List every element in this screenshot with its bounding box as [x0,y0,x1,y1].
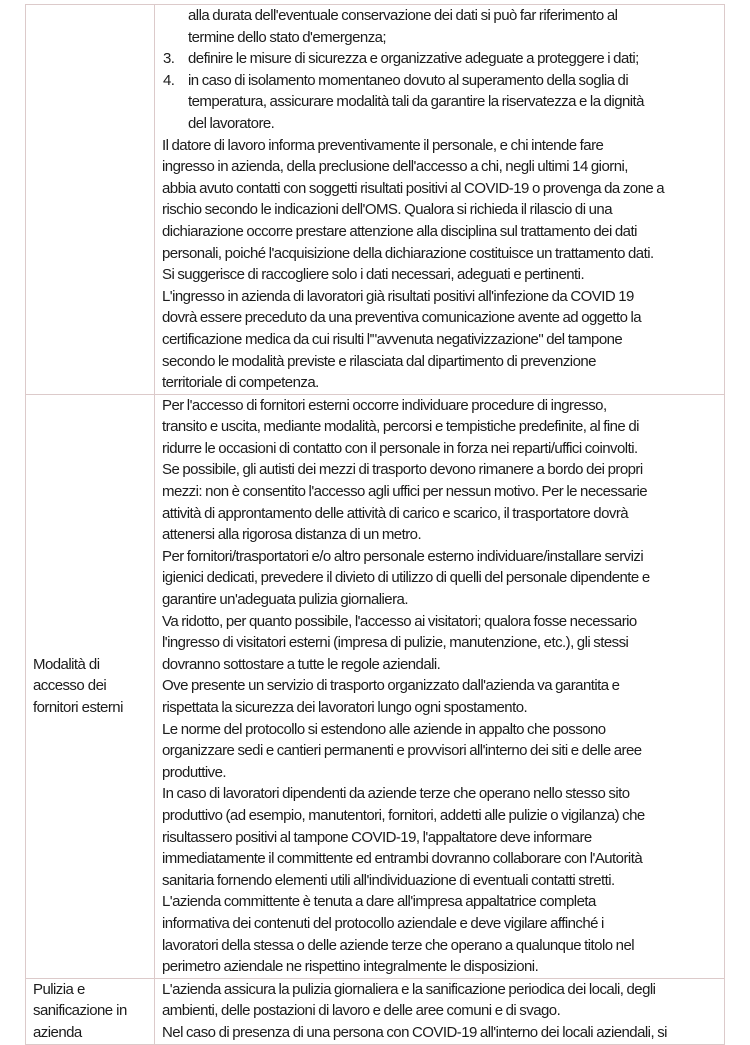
row-label-line: azienda [33,1023,82,1041]
paragraph-line: Nel caso di presenza di una persona con COVID-19 all'interno dei locali aziendali, si [162,1023,667,1041]
paragraph-line: Va ridotto, per quanto possibile, l'accesso ai visitatori; qualora fosse necessario [162,612,637,630]
paragraph-line: secondo le modalità previste e rilasciata dal dipartimento di prevenzione [162,352,596,370]
paragraph-line: immediatamente il committente ed entrambi dovranno collaborare con l'Autorità [162,850,643,868]
list-continuation-line: alla durata dell'eventuale conservazione dei dati si può far riferimento al [188,7,618,24]
paragraph-line: Si suggerisce di raccogliere solo i dati necessari, adeguati e pertinenti. [162,266,585,284]
row-label-line: Modalità di [33,655,100,673]
paragraph-line: lavoratori della stessa o delle aziende terze che operano a qualunque titolo nel [162,936,635,954]
paragraph-line: ambienti, delle postazioni di lavoro e delle aree comuni e di svago. [162,1002,561,1020]
paragraph-line: produttivo (ad esempio, manutentori, fornitori, addetti alle pulizie o vigilanza) che [162,806,645,824]
list-item-text: in caso di isolamento momentaneo dovuto al superamento della soglia di [188,71,629,89]
table-row-supplier-access [26,394,725,978]
row-label-line: Pulizia e [33,980,85,998]
list-item-text: definire le misure di sicurezza e organizzative adeguate a proteggere i dati; [188,50,639,68]
paragraph-line: certificazione medica da cui risulti l'"avvenuta negativizzazione" del tampone [162,330,623,348]
row-label-line: fornitori esterni [33,699,123,716]
paragraph-line: igienici dedicati, prevedere il divieto di utilizzo di quelli del personale dipendente e [162,569,650,587]
paragraph-line: dovranno sottostare a tutte le regole aziendali. [162,655,441,673]
row-label-supplier-access [26,394,155,978]
paragraph-line: Il datore di lavoro informa preventivamente il personale, e chi intende fare [162,136,604,154]
paragraph-line: abbia avuto contatti con soggetti risultati positivi al COVID-19 o provenga da zone a [162,179,665,197]
paragraph-line: dichiarazione occorre prestare attenzione alla disciplina sul trattamento dei dati [162,222,637,240]
paragraph-line: Le norme del protocollo si estendono alle aziende in appalto che possono [162,720,606,738]
paragraph-line: Per l'accesso di fornitori esterni occorre individuare procedure di ingresso, [162,396,607,414]
paragraph-line: risultassero positivi al tampone COVID-19, l'appaltatore deve informare [162,828,592,846]
row-label-line: sanificazione in [33,1002,127,1020]
paragraph-line: garantire un'adeguata pulizia giornaliera. [162,591,408,609]
list-continuation-line: termine dello stato d'emergenza; [188,28,387,46]
paragraph-line: rispettata la sicurezza dei lavoratori lungo ogni spostamento. [162,699,528,716]
paragraph-line: produttive. [162,763,226,781]
row-body-privacy [155,5,725,395]
paragraph-line: Ove presente un servizio di trasporto organizzato dall'azienda va garantita e [162,677,620,695]
paragraph-line: ingresso in azienda, della preclusione dell'accesso a chi, negli ultimi 14 giorni, [162,158,628,176]
list-continuation-line: temperatura, assicurare modalità tali da garantire la riservatezza e la dignità [188,93,644,111]
list-number: 4. [163,71,175,89]
paragraph-line: Per fornitori/trasportatori e/o altro personale esterno individuare/installare servizi [162,547,644,565]
list-continuation-line: del lavoratore. [188,114,275,132]
paragraph-line: L'ingresso in azienda di lavoratori già risultati positivi all'infezione da COVID 19 [162,287,634,305]
paragraph-line: informativa dei contenuti del protocollo aziendale e deve vigilare affinché i [162,914,604,932]
table-row-cleaning [26,978,725,1044]
paragraph-line: organizzare sedi e cantieri permanenti e provvisori all'interno dei siti e delle aree [162,742,642,760]
row-label-empty [26,5,155,395]
row-body-supplier-access [155,394,725,978]
paragraph-line: attenersi alla rigorosa distanza di un metro. [162,526,422,544]
row-label-cleaning [26,978,155,1044]
paragraph-line: L'azienda assicura la pulizia giornaliera e la sanificazione periodica dei locali, degli [162,980,656,998]
paragraph-line: L'azienda committente è tenuta a dare all'impresa appaltatrice completa [162,893,596,911]
list-number: 3. [163,50,175,68]
list-item-3 [162,48,720,70]
paragraph-line: sanitaria fornendo elementi utili all'individuazione di eventuali contatti stretti. [162,871,615,889]
paragraph-line: personali, poiché l'acquisizione della dichiarazione costituisce un trattamento dati. [162,244,654,262]
table-row-privacy-continuation [26,5,725,395]
paragraph-line: dovrà essere preceduto da una preventiva comunicazione avente ad oggetto la [162,309,642,327]
paragraph-line: ridurre le occasioni di contatto con il personale in forza nei reparti/uffici coinvolti. [162,439,638,457]
protocol-table [25,4,725,1045]
paragraph-line: Se possibile, gli autisti dei mezzi di trasporto devono rimanere a bordo dei propri [162,461,643,479]
list-item-4 [162,70,720,92]
paragraph-line: transito e uscita, mediante modalità, percorsi e tempistiche predefinite, al fine di [162,418,639,436]
paragraph-line: perimetro aziendale ne rispettino integralmente le disposizioni. [162,958,539,976]
paragraph-line: mezzi: non è consentito l'accesso agli uffici per nessun motivo. Per le necessarie [162,483,648,501]
paragraph-line: l'ingresso di visitatori esterni (impresa di pulizie, manutenzione, etc.), gli stessi [162,634,629,652]
row-body-cleaning [155,978,725,1044]
row-label-line: accesso dei [33,677,107,695]
paragraph-line: territoriale di competenza. [162,374,319,392]
paragraph-line: attività di approntamento delle attività di carico e scarico, il trasportatore dovrà [162,504,629,522]
paragraph-line: In caso di lavoratori dipendenti da aziende terze che operano nello stesso sito [162,785,630,803]
paragraph-line: rischio secondo le indicazioni dell'OMS. Qualora si richieda il rilascio di una [162,201,612,219]
